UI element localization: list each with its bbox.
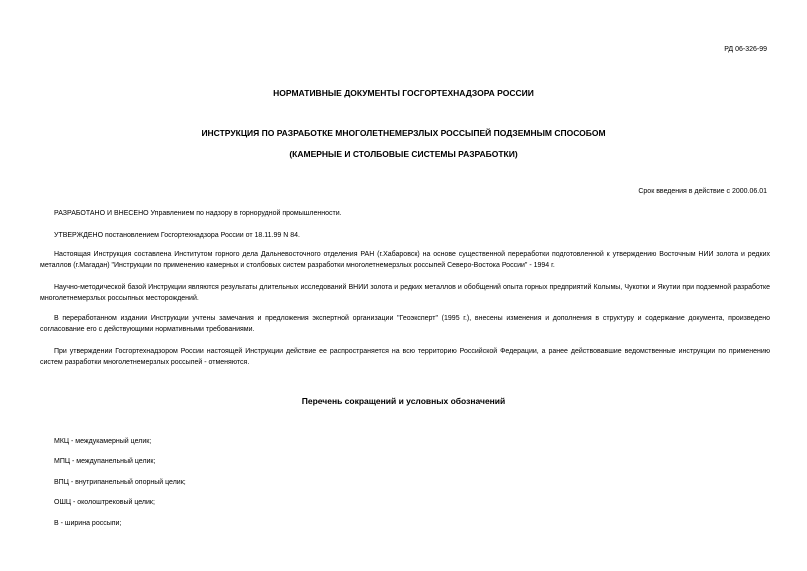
paragraph-approved: УТВЕРЖДЕНО постановлением Госгортехнадзора России от 18.11.99 N 84. <box>54 232 300 239</box>
abbreviation-item: МКЦ - междукамерный целик; <box>54 438 152 445</box>
abbreviation-item: МПЦ - междупанельный целик; <box>54 458 156 465</box>
abbreviation-item: ОШЦ - околоштрековый целик; <box>54 499 155 506</box>
paragraph-developed: РАЗРАБОТАНО И ВНЕСЕНО Управлением по надзору в горнорудной промышленности. <box>54 210 342 217</box>
organization-heading: НОРМАТИВНЫЕ ДОКУМЕНТЫ ГОСГОРТЕХНАДЗОРА РОССИИ <box>273 88 534 98</box>
abbreviation-item: В - ширина россыпи; <box>54 520 122 527</box>
abbreviations-heading: Перечень сокращений и условных обозначений <box>301 396 506 406</box>
document-code: РД 06-326-99 <box>724 46 767 53</box>
paragraph-revision: В переработанном издании Инструкции учтены замечания и предложения экспертной организации "Геоэксперт" (1995 г.), внесены изменения и дополнения в структуру и содержание документа, произведено согласование его с действующими нормативными требованиями. <box>40 315 770 333</box>
abbreviation-item: ВПЦ - внутрипанельный опорный целик; <box>54 479 186 486</box>
paragraph-basis: Научно-методической базой Инструкции являются результаты длительных исследований ВНИИ золота и редких металлов и обобщений опыта горных предприятий Колымы, Чукотки и Якутии при подземной разработке многолетнемерзлых россыпных месторождений. <box>40 284 770 302</box>
document-subtitle: (КАМЕРНЫЕ И СТОЛБОВЫЕ СИСТЕМЫ РАЗРАБОТКИ) <box>289 149 518 159</box>
effective-date: Срок введения в действие с 2000.06.01 <box>638 188 767 195</box>
paragraph-authors: Настоящая Инструкция составлена Институтом горного дела Дальневосточного отделения РАН (г.Хабаровск) на основе существенной переработки подготовленной к утверждению Восточным НИИ золота и редких металлов (г.Магадан) "Инструкции по применению камерных и столбовых систем разработки многолетнемерзлых россыпей Северо-Востока России" - 1994 г. <box>40 251 770 269</box>
document-title: ИНСТРУКЦИЯ ПО РАЗРАБОТКЕ МНОГОЛЕТНЕМЕРЗЛЫХ РОССЫПЕЙ ПОДЗЕМНЫМ СПОСОБОМ <box>201 128 606 138</box>
paragraph-scope: При утверждении Госгортехнадзором России настоящей Инструкции действие ее распространяется на всю территорию Российской Федерации, а ранее действовавшие ведомственные инструкции по применению систем разработки многолетнемерзлых россыпей - отменяются. <box>40 348 770 366</box>
